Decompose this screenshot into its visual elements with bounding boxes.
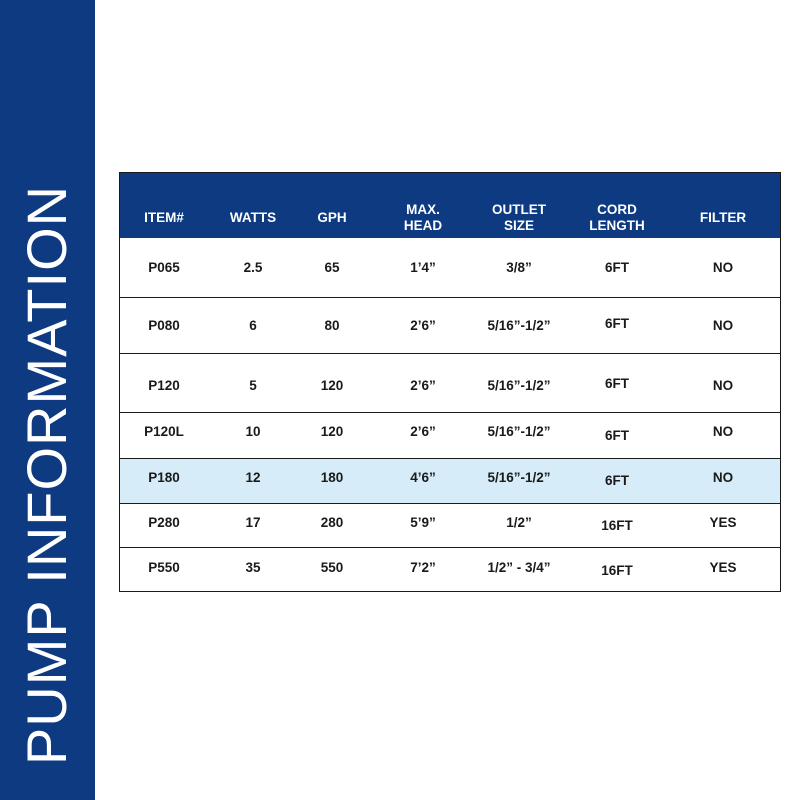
header-gph: GPH (317, 210, 347, 225)
cell-item: P120 (148, 378, 180, 393)
cell-outlet-size: 1/2” (506, 515, 532, 530)
cell-max-head: 7’2” (410, 560, 436, 575)
cell-max-head: 4’6” (410, 470, 436, 485)
cell-cord-length: 6FT (604, 428, 630, 443)
cell-max-head: 5’9” (410, 515, 436, 530)
row-divider (120, 297, 780, 298)
header-outlet-size: OUTLET (492, 202, 546, 217)
cell-item: P080 (148, 318, 180, 333)
cell-item: P550 (148, 560, 180, 575)
header-max-head: HEAD (403, 218, 443, 233)
cell-gph: 550 (320, 560, 344, 575)
cell-watts: 17 (245, 515, 261, 530)
cell-max-head: 1’4” (410, 260, 436, 275)
cell-filter: YES (709, 515, 737, 530)
cell-cord-length: 6FT (604, 316, 630, 331)
cell-filter: NO (712, 318, 734, 333)
header-cord-length: LENGTH (589, 218, 645, 233)
cell-cord-length: 6FT (604, 473, 630, 488)
cell-filter: NO (712, 424, 734, 439)
cell-watts: 10 (245, 424, 261, 439)
table-row (120, 238, 780, 297)
cell-outlet-size: 3/8” (506, 260, 532, 275)
header-watts: WATTS (229, 210, 277, 225)
cell-watts: 2.5 (243, 260, 263, 275)
table-row (120, 297, 780, 353)
cell-filter: NO (712, 260, 734, 275)
cell-gph: 280 (320, 515, 344, 530)
row-divider (120, 412, 780, 413)
cell-cord-length: 16FT (601, 563, 633, 578)
cell-watts: 6 (249, 318, 257, 333)
cell-filter: NO (712, 378, 734, 393)
cell-max-head: 2’6” (410, 424, 436, 439)
header-item: ITEM# (144, 210, 184, 225)
row-divider (120, 458, 780, 459)
cell-watts: 5 (249, 378, 257, 393)
cell-max-head: 2’6” (410, 318, 436, 333)
header-outlet-size: SIZE (503, 218, 535, 233)
header-cord-length: CORD (597, 202, 637, 217)
table-row (120, 458, 780, 503)
cell-filter: YES (709, 560, 737, 575)
cell-watts: 12 (245, 470, 261, 485)
row-divider (120, 547, 780, 548)
cell-cord-length: 16FT (601, 518, 633, 533)
row-divider (120, 503, 780, 504)
cell-gph: 120 (320, 424, 344, 439)
cell-gph: 80 (324, 318, 340, 333)
cell-cord-length: 6FT (604, 376, 630, 391)
cell-outlet-size: 5/16”-1/2” (487, 378, 551, 393)
cell-item: P180 (148, 470, 180, 485)
cell-outlet-size: 5/16”-1/2” (487, 424, 551, 439)
cell-item: P065 (148, 260, 180, 275)
table-row (120, 412, 780, 458)
header-max-head: MAX. (406, 202, 440, 217)
side-banner (0, 0, 95, 800)
cell-item: P120L (144, 424, 184, 439)
table-row (120, 547, 780, 592)
header-filter: FILTER (699, 210, 747, 225)
cell-outlet-size: 5/16”-1/2” (487, 470, 551, 485)
table-header (120, 173, 780, 238)
table-row (120, 503, 780, 547)
cell-cord-length: 6FT (604, 260, 630, 275)
cell-item: P280 (148, 515, 180, 530)
table-row (120, 353, 780, 412)
cell-outlet-size: 5/16”-1/2” (487, 318, 551, 333)
cell-watts: 35 (245, 560, 261, 575)
cell-max-head: 2’6” (410, 378, 436, 393)
cell-gph: 120 (320, 378, 344, 393)
cell-gph: 180 (320, 470, 344, 485)
pump-info-table (119, 172, 781, 592)
row-divider (120, 353, 780, 354)
cell-gph: 65 (324, 260, 340, 275)
cell-outlet-size: 1/2” - 3/4” (487, 560, 551, 575)
page-title: PUMP INFORMATION (15, 184, 78, 766)
cell-filter: NO (712, 470, 734, 485)
